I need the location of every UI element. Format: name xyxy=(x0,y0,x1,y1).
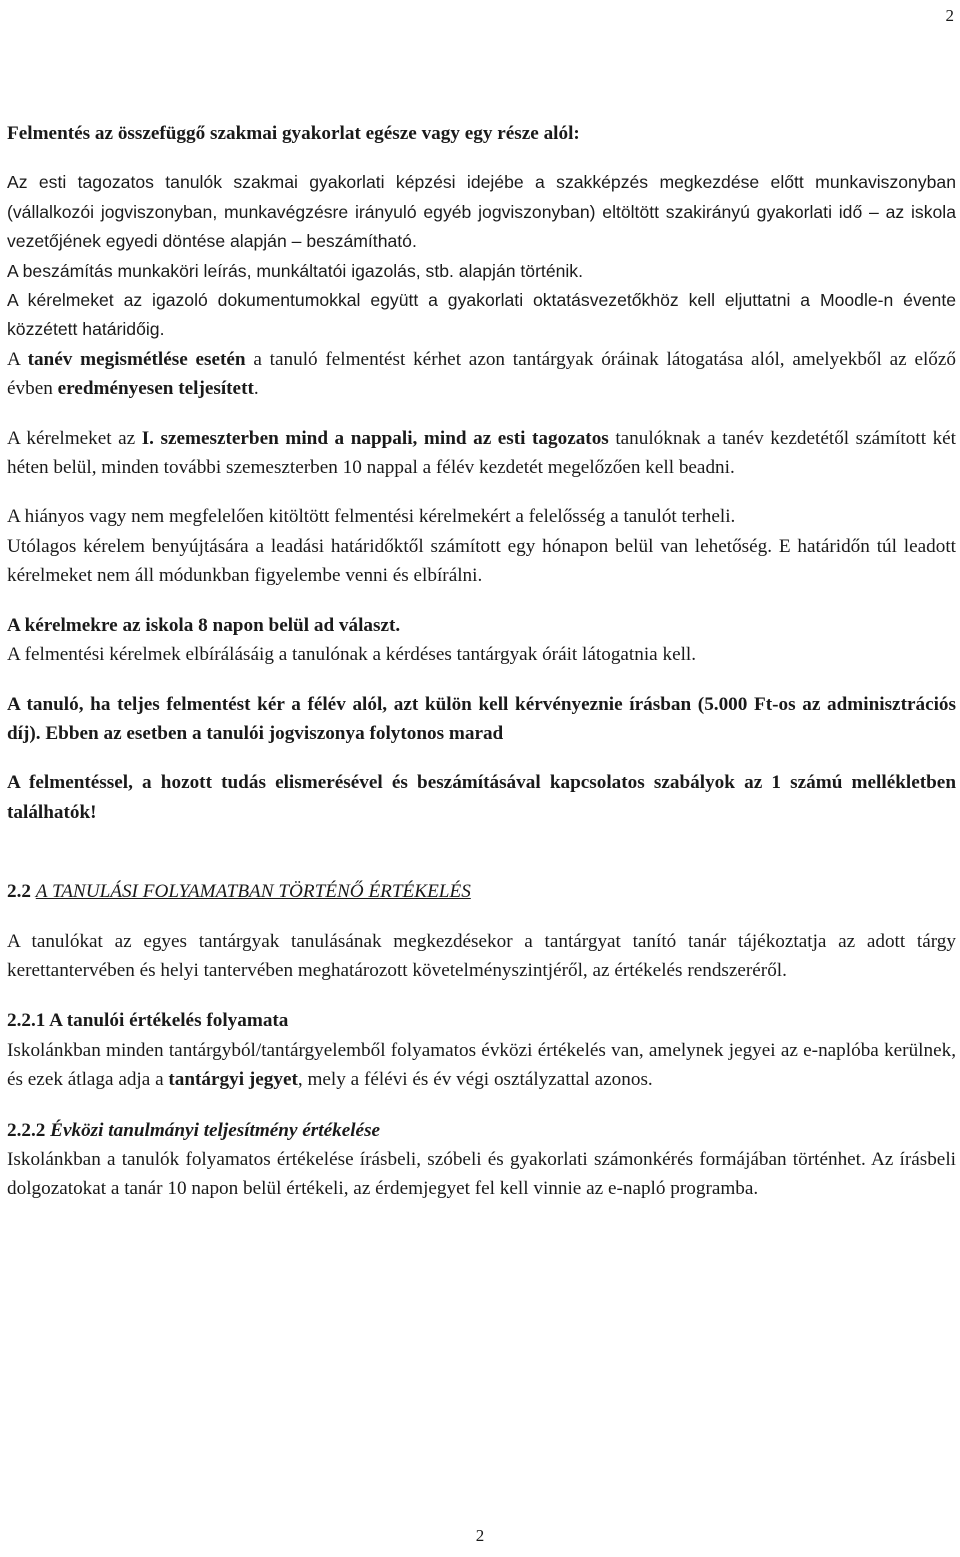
paragraph-deadlines: A kérelmeket az I. szemeszterben mind a nappali, mind az esti tagozatos tanulóknak a tanév kezdetétől számított két héten belül, minden további szemeszterben 10 nappal a félév kezdetét megelőzően kell beadni. xyxy=(7,427,957,479)
heading-exemption: Felmentés az összefüggő szakmai gyakorlat egésze vagy egy része alól: xyxy=(7,123,580,144)
paragraph-crediting-basis: A beszámítás munkaköri leírás, munkáltatói igazolás, stb. alapján történik. xyxy=(7,260,583,281)
page-number-top: 2 xyxy=(945,6,954,25)
paragraph-request-submission: A kérelmeket az igazoló dokumentumokkal együtt a gyakorlati oktatásvezetőkhöz kell eljuttatni a Moodle-n évente közzétett határidőig. xyxy=(7,290,956,340)
paragraph-attendance: A felmentési kérelmek elbírálásáig a tanulónak a kérdéses tantárgyak óráit látogatnia kell. xyxy=(7,644,697,666)
section-heading-2-2-2: 2.2.2 Évközi tanulmányi teljesítmény értékelése xyxy=(7,1119,381,1141)
paragraph-response-time: A kérelmekre az iskola 8 napon belül ad választ. xyxy=(7,614,401,636)
page-number-bottom: 2 xyxy=(475,1526,485,1545)
paragraph-rules-annex: A felmentéssel, a hozott tudás elismerésével és beszámításával kapcsolatos szabályok az 1 számú mellékletben találhatók! xyxy=(7,772,956,823)
paragraph-evening-practice: Az esti tagozatos tanulók szakmai gyakorlati képzési idejébe a szakképzés megkezdése előtt munkaviszonyban (vállalkozói jogviszonyban, munkavégzésre irányuló egyéb jogviszonyban) eltöltött szakirányú gyakorlati idő – az iskola vezetőjének egyedi döntése alapján – beszámítható. xyxy=(7,172,956,252)
paragraph-performance-evaluation: Iskolánkban a tanulók folyamatos értékelése írásbeli, szóbeli és gyakorlati számonkérés formájában történhet. Az írásbeli dolgozatokat a tanár 10 napon belül értékeli, az érdemjegyet fel kell vinnie az e-napló programba. xyxy=(7,1148,956,1200)
paragraph-continuous-evaluation: Iskolánkban minden tantárgyból/tantárgyelemből folyamatos évközi értékelés van, amelynek jegyei az e-naplóba kerülnek, és ezek átlaga adja a tantárgyi jegyet, mely a félévi és év végi osztályzattal azonos. xyxy=(7,1039,956,1091)
paragraph-full-exemption: A tanuló, ha teljes felmentést kér a félév alól, azt külön kell kérvényeznie írásban (5.000 Ft-os az adminisztrációs díj). Ebben az esetben a tanulói jogviszonya folytonos marad xyxy=(7,693,956,744)
page-content xyxy=(7,119,956,1204)
paragraph-subject-info: A tanulókat az egyes tantárgyak tanulásának megkezdésekor a tantárgyat tanító tanár tájékoztatja az adott tárgy kerettantervében és helyi tantervében meghatározott követelményszintjéről, az értékelés rendszeréről. xyxy=(7,930,956,981)
paragraph-responsibility: A hiányos vagy nem megfelelően kitöltött felmentési kérelmekért a felelősség a tanulót terheli. xyxy=(7,506,736,528)
paragraph-repeat-year: A tanév megismétlése esetén a tanuló felmentést kérhet azon tantárgyak óráinak látogatása alól, amelyekből az előző évben eredményesen teljesített. xyxy=(7,348,956,400)
section-heading-2-2-1: 2.2.1 A tanulói értékelés folyamata xyxy=(7,1010,289,1032)
paragraph-late-requests: Utólagos kérelem benyújtására a leadási határidőktől számított egy hónapon belül van lehetőség. E határidőn túl leadott kérelmeket nem áll módunkban figyelembe venni és elbírálni. xyxy=(7,535,956,587)
section-heading-2-2: 2.2 A TANULÁSI FOLYAMATBAN TÖRTÉNŐ ÉRTÉKELÉS xyxy=(7,881,471,903)
